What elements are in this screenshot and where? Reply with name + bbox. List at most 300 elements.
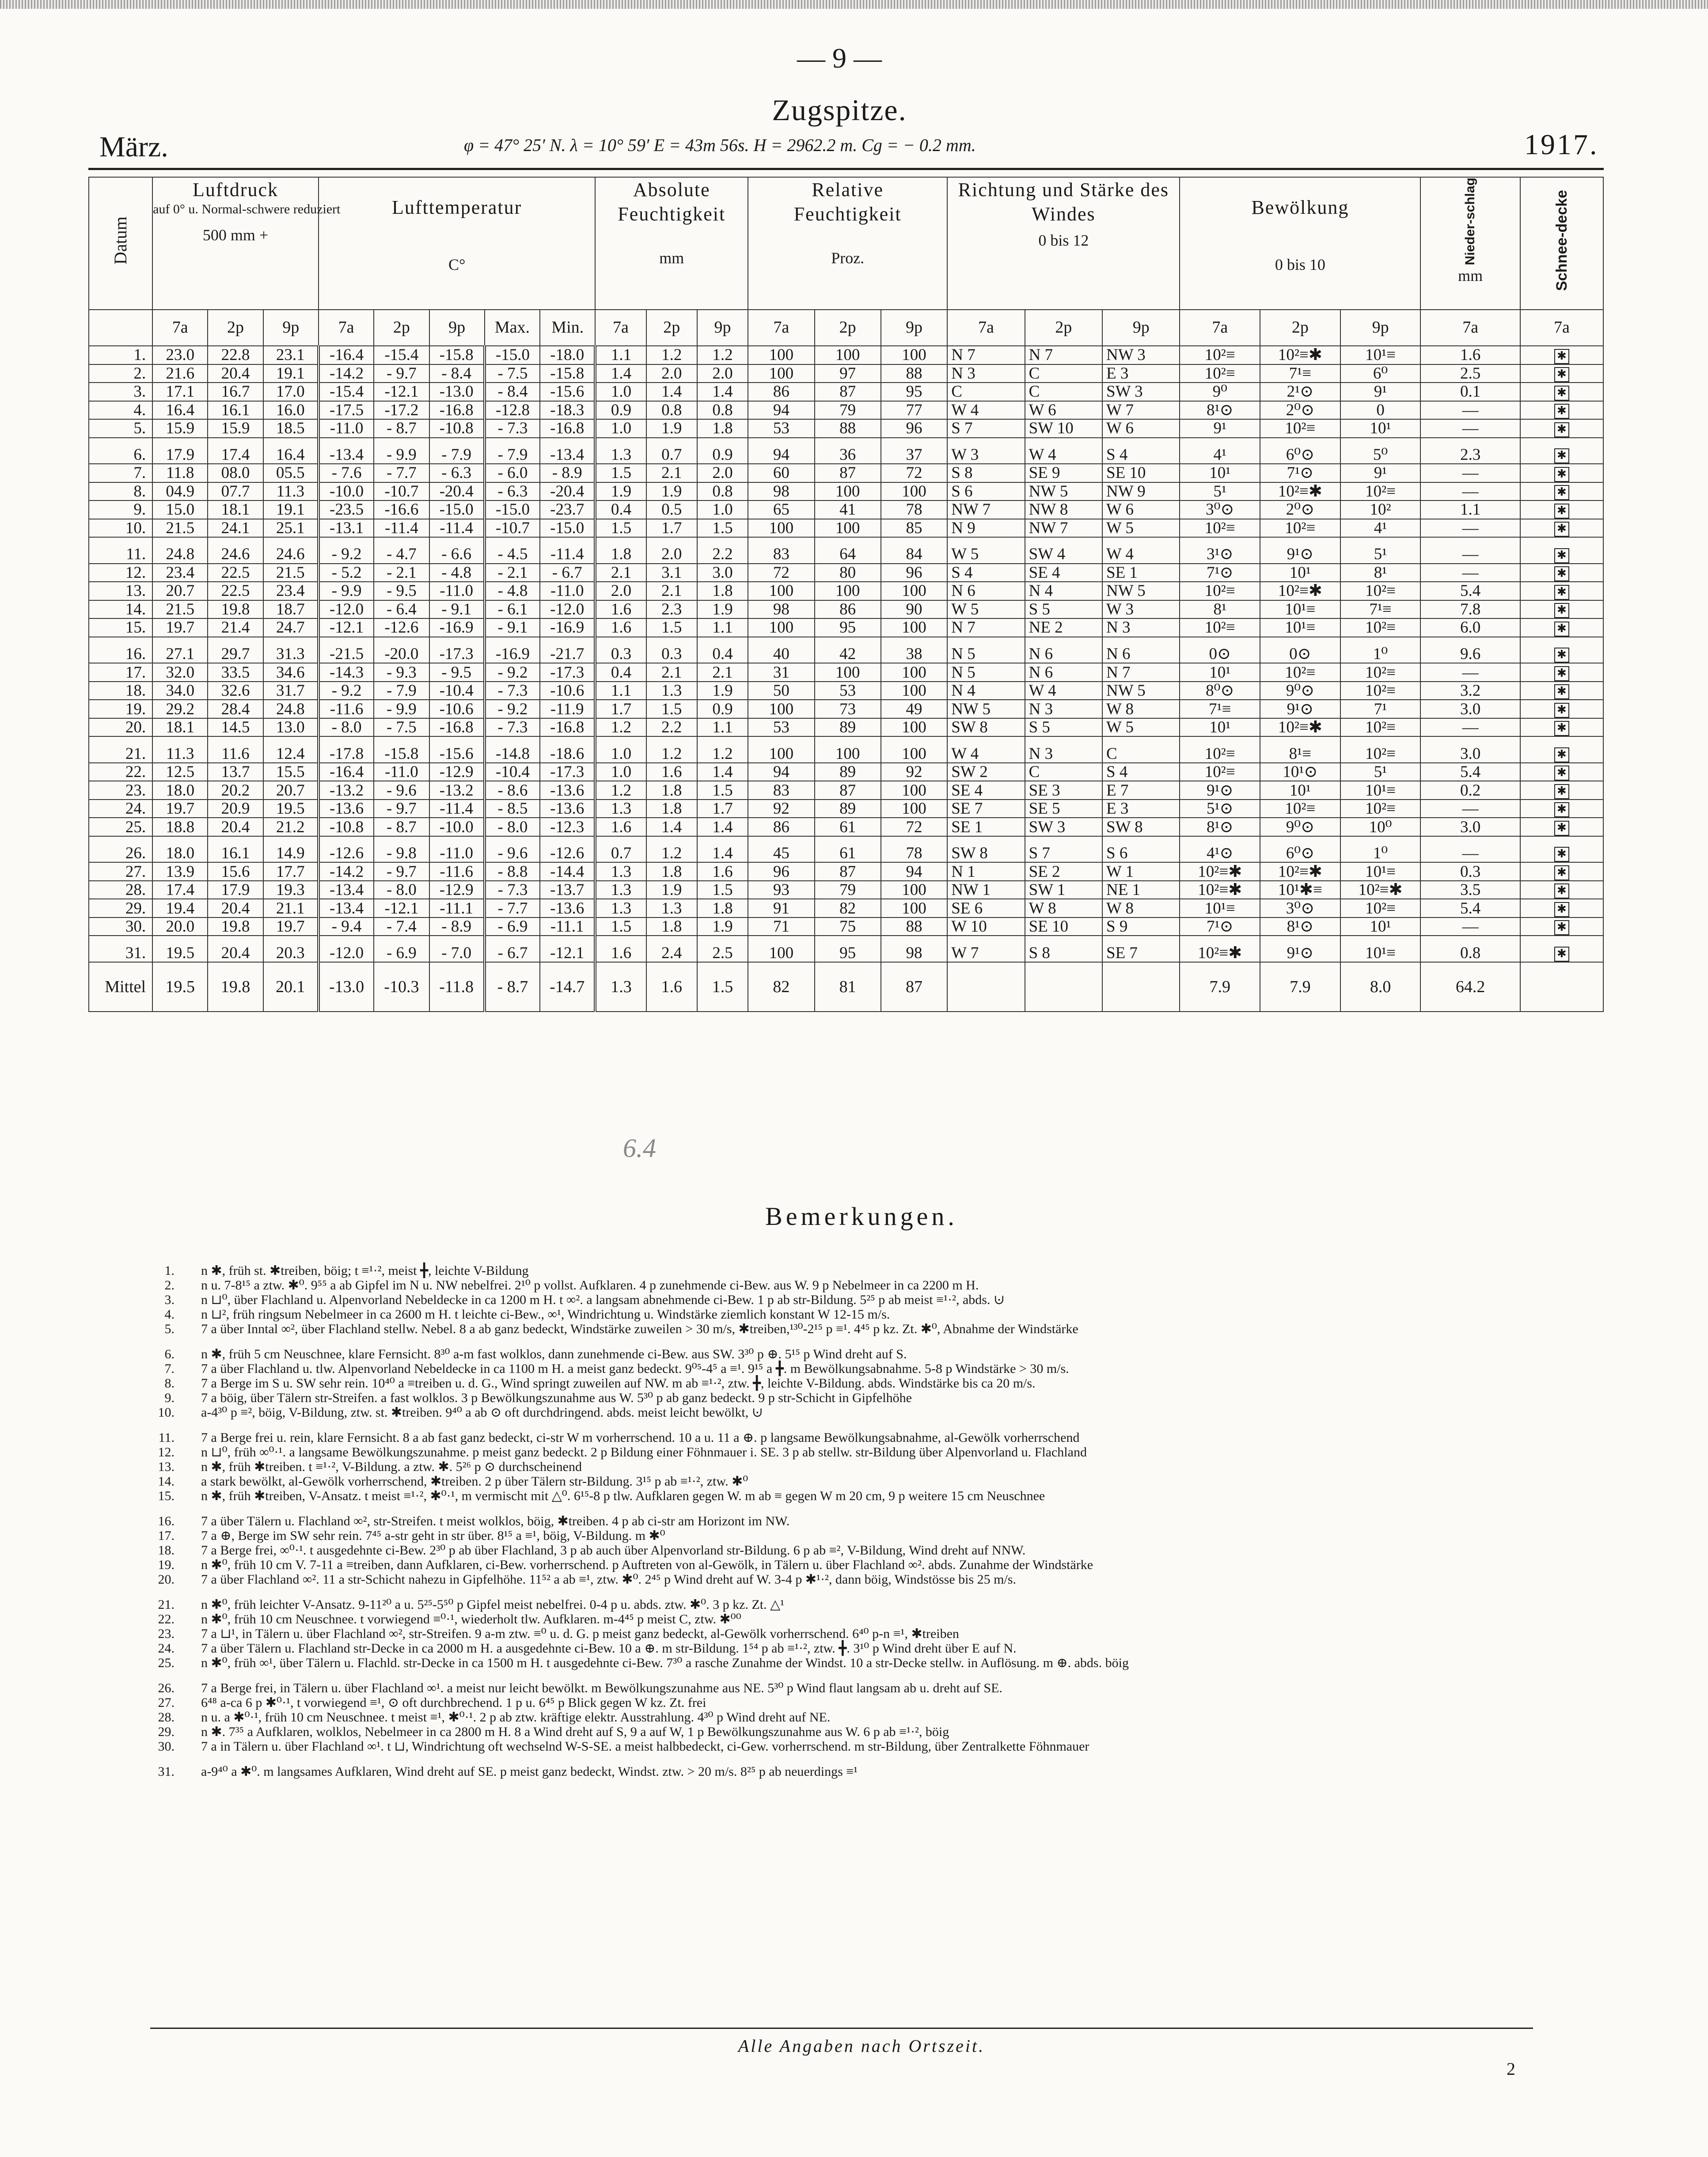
table-row (89, 564, 1603, 582)
cell-precipitation: — (1420, 519, 1520, 538)
hour-7a: 7a (1520, 310, 1603, 346)
cell-temp-2p: - 7.7 (374, 464, 429, 482)
cell-temp-7a: -12.6 (319, 836, 374, 863)
cell-cloud-2p: 9⁰⊙ (1260, 682, 1340, 700)
cell-abs-hum-2p: 2.3 (646, 600, 697, 619)
remark-row (113, 1376, 1597, 1391)
cell-cloud-9p: 10²≡ (1340, 482, 1421, 501)
cell-cloud-2p: 0⊙ (1260, 637, 1340, 663)
cell-rel-hum-2p: 73 (815, 700, 881, 718)
table-row (89, 419, 1603, 438)
cell-precipitation: — (1420, 564, 1520, 582)
cell-wind-2p: NW 5 (1025, 482, 1102, 501)
cell-rel-hum-2p: 100 (815, 482, 881, 501)
cell-abs-hum-7a: 1.9 (595, 482, 646, 501)
cell-abs-hum-2p: 2.2 (646, 718, 697, 737)
table-row (89, 537, 1603, 564)
cell-cloud-7a: 9¹⊙ (1180, 781, 1260, 800)
cell-wind-2p: S 5 (1025, 718, 1102, 737)
cell-temp-max: -15.0 (485, 500, 540, 519)
cell-rel-hum-9p: 94 (881, 862, 947, 881)
cell-temp-7a: -11.6 (319, 700, 374, 718)
cell-rel-hum-9p: 95 (881, 383, 947, 401)
cell-rel-hum-2p: 100 (815, 663, 881, 682)
remark-date: 19. (158, 1558, 175, 1572)
snow-cover-icon: ✱ (1554, 504, 1569, 519)
cell-precipitation: 3.0 (1420, 818, 1520, 836)
cell-temp-2p: - 9.7 (374, 800, 429, 818)
cell-wind-7a: S 8 (947, 464, 1025, 482)
cell-date: 3. (89, 383, 152, 401)
cell-rel-hum-2p: 80 (815, 564, 881, 582)
cell-cloud-9p: 10²≡ (1340, 682, 1421, 700)
hours-header-row (89, 310, 1603, 346)
cell-cloud-7a: 7¹≡ (1180, 700, 1260, 718)
cell-wind-9p: E 3 (1102, 800, 1180, 818)
cell-cloud-2p: 10¹ (1260, 781, 1340, 800)
pencil-annotation: 6.4 (623, 1133, 656, 1163)
remark-date: 20. (158, 1572, 175, 1587)
lufttemperatur-header: Lufttemperatur C° (319, 177, 595, 310)
cell-abs-hum-7a: 1.1 (595, 346, 646, 364)
cell-temp-7a: -14.2 (319, 364, 374, 383)
cell-rel-hum-7a: 60 (748, 464, 814, 482)
cell-wind-2p: N 6 (1025, 637, 1102, 663)
cell-temp-7a: -15.4 (319, 383, 374, 401)
table-row (89, 401, 1603, 420)
cell-temp-7a: -11.0 (319, 419, 374, 438)
remark-row (113, 1459, 1597, 1474)
remark-date: 7. (164, 1361, 175, 1376)
snow-cover-icon: ✱ (1554, 847, 1569, 862)
cell-cloud-2p: 7.9 (1260, 962, 1340, 1012)
hour-2p: 2p (208, 310, 263, 346)
cell-temp-2p: -12.6 (374, 618, 429, 637)
cell-abs-hum-9p: 1.2 (697, 346, 748, 364)
cell-pressure-2p: 07.7 (208, 482, 263, 501)
cell-temp-min: -18.3 (540, 401, 595, 420)
cell-rel-hum-2p: 87 (815, 383, 881, 401)
cell-temp-7a: -21.5 (319, 637, 374, 663)
cell-temp-2p: - 9.7 (374, 862, 429, 881)
cell-abs-hum-7a: 1.8 (595, 537, 646, 564)
cell-abs-hum-7a: 1.0 (595, 736, 646, 763)
cell-snow-cover (1520, 582, 1603, 600)
remark-row (113, 1361, 1597, 1376)
cell-snow-cover (1520, 881, 1603, 899)
cell-temp-max: - 6.9 (485, 917, 540, 936)
cell-date: 24. (89, 800, 152, 818)
cell-rel-hum-2p: 87 (815, 862, 881, 881)
cell-pressure-7a: 18.0 (152, 836, 208, 863)
remark-text: 7 a über Inntal ∞², über Flachland stellw. Nebel. 8 a ab ganz bedeckt, Windstärke zuweilen > 30 m/s, ✱treiben,¹³⁰-2¹⁵ p ≡¹. 4⁴⁵ p kz. Zt. ✱⁰, Abnahme der Windstärke (201, 1322, 1078, 1336)
snow-cover-icon: ✱ (1554, 566, 1569, 581)
cell-date: 12. (89, 564, 152, 582)
cell-wind-7a: C (947, 383, 1025, 401)
cell-abs-hum-9p: 1.8 (697, 419, 748, 438)
cell-temp-2p: - 9.8 (374, 836, 429, 863)
remark-row (113, 1681, 1597, 1695)
cell-snow-cover (1520, 736, 1603, 763)
remark-text: 7 a ⊔¹, in Tälern u. über Flachland ∞², str-Streifen. 9 a-m ztw. ≡⁰ u. d. G. p meist ganz bedeckt, al-Gewölk vorherrschend. 6⁴⁰ p-n ≡¹, ✱treiben (201, 1626, 959, 1641)
cell-abs-hum-7a: 1.3 (595, 881, 646, 899)
hour-9p: 9p (697, 310, 748, 346)
cell-pressure-9p: 17.0 (263, 383, 319, 401)
cell-abs-hum-7a: 0.7 (595, 836, 646, 863)
cell-cloud-7a: 3¹⊙ (1180, 537, 1260, 564)
cell-rel-hum-2p: 53 (815, 682, 881, 700)
cell-pressure-9p: 31.3 (263, 637, 319, 663)
niederschlag-header: Nieder-schlag mm (1420, 177, 1520, 310)
cell-temp-9p: -11.6 (429, 862, 485, 881)
cell-temp-9p: -15.8 (429, 346, 485, 364)
remark-date: 29. (158, 1725, 175, 1739)
hour-7a: 7a (152, 310, 208, 346)
cell-wind-2p: C (1025, 364, 1102, 383)
table-row (89, 500, 1603, 519)
cell-wind-9p: W 6 (1102, 500, 1180, 519)
cell-cloud-9p: 1⁰ (1340, 637, 1421, 663)
cell-cloud-7a: 10¹ (1180, 718, 1260, 737)
cell-rel-hum-7a: 94 (748, 401, 814, 420)
cell-snow-cover (1520, 364, 1603, 383)
cell-wind-7a: N 6 (947, 582, 1025, 600)
cell-pressure-9p: 18.7 (263, 600, 319, 619)
cell-snow-cover (1520, 464, 1603, 482)
cell-wind-9p: E 3 (1102, 364, 1180, 383)
cell-abs-hum-7a: 1.7 (595, 700, 646, 718)
cell-date: 17. (89, 663, 152, 682)
cell-pressure-7a: 15.0 (152, 500, 208, 519)
cell-temp-max: - 7.5 (485, 364, 540, 383)
cell-abs-hum-7a: 1.5 (595, 519, 646, 538)
cell-rel-hum-2p: 100 (815, 736, 881, 763)
cell-wind-7a: N 4 (947, 682, 1025, 700)
cell-snow-cover (1520, 818, 1603, 836)
cell-pressure-9p: 13.0 (263, 718, 319, 737)
cell-cloud-7a: 10¹≡ (1180, 899, 1260, 917)
cell-abs-hum-7a: 1.3 (595, 962, 646, 1012)
hour-blank (89, 310, 152, 346)
cell-abs-hum-7a: 1.0 (595, 383, 646, 401)
remark-row (113, 1391, 1597, 1405)
cell-temp-max: - 9.2 (485, 700, 540, 718)
cell-cloud-7a: 8⁰⊙ (1180, 682, 1260, 700)
cell-rel-hum-7a: 96 (748, 862, 814, 881)
cell-cloud-7a: 10²≡ (1180, 519, 1260, 538)
cell-pressure-9p: 34.6 (263, 663, 319, 682)
cell-temp-9p: - 7.9 (429, 438, 485, 464)
cell-pressure-7a: 21.6 (152, 364, 208, 383)
cell-rel-hum-9p: 88 (881, 917, 947, 936)
cell-cloud-9p: 5¹ (1340, 537, 1421, 564)
cell-rel-hum-9p: 77 (881, 401, 947, 420)
mean-row (89, 962, 1603, 1012)
cell-pressure-2p: 20.9 (208, 800, 263, 818)
cell-abs-hum-7a: 1.1 (595, 682, 646, 700)
cell-pressure-7a: 32.0 (152, 663, 208, 682)
cell-temp-min: -17.3 (540, 663, 595, 682)
remark-date: 28. (158, 1710, 175, 1725)
cell-abs-hum-7a: 1.3 (595, 862, 646, 881)
remark-text: 7 a über Tälern u. Flachland ∞², str-Streifen. t meist wolklos, böig, ✱treiben. 4 p ab ci-str am Horizont im NW. (201, 1514, 790, 1528)
cell-cloud-7a: 7¹⊙ (1180, 564, 1260, 582)
cell-cloud-7a: 10²≡✱ (1180, 862, 1260, 881)
cell-snow-cover (1520, 763, 1603, 781)
remark-text: 7 a Berge im S u. SW sehr rein. 10⁴⁰ a ≡treiben u. d. G., Wind springt zuweilen auf NW. m ab ≡¹·², ztw. ╋, leichte V-Bildung. abds. Windstärke bis ca 20 m/s. (201, 1376, 1036, 1391)
cell-abs-hum-9p: 1.6 (697, 862, 748, 881)
cell-pressure-7a: 27.1 (152, 637, 208, 663)
cell-wind-7a: W 4 (947, 736, 1025, 763)
remark-row (113, 1543, 1597, 1558)
cell-cloud-7a: 10²≡ (1180, 763, 1260, 781)
cell-cloud-2p: 9⁰⊙ (1260, 818, 1340, 836)
remarks-list (113, 1263, 1597, 1779)
cell-temp-7a: -13.6 (319, 800, 374, 818)
cell-temp-9p: -11.1 (429, 899, 485, 917)
snow-cover-icon: ✱ (1554, 404, 1569, 419)
cell-wind-7a: W 10 (947, 917, 1025, 936)
cell-temp-7a: -12.0 (319, 600, 374, 619)
cell-temp-min: -14.7 (540, 962, 595, 1012)
cell-pressure-7a: 29.2 (152, 700, 208, 718)
remark-text: 7 a ⊕, Berge im SW sehr rein. 7⁴⁵ a-str geht in str über. 8¹⁵ a ≡¹, böig, V-Bildung. m ✱⁰ (201, 1528, 665, 1543)
cell-pressure-2p: 22.5 (208, 564, 263, 582)
cell-temp-2p: -16.6 (374, 500, 429, 519)
remark-date: 23. (158, 1626, 175, 1641)
cell-precipitation: 0.1 (1420, 383, 1520, 401)
remark-text: n ✱⁰, früh ∞¹, über Tälern u. Flachld. str-Decke in ca 1500 m H. t ausgedehnte ci-Bew. 7³⁰ a rasche Zunahme der Windst. 10 a str-Decke stellw. in Auflösung. m ⊕. abds. böig (201, 1656, 1129, 1670)
hour-7a: 7a (947, 310, 1025, 346)
cell-temp-min: -11.0 (540, 582, 595, 600)
cell-temp-min: -13.6 (540, 800, 595, 818)
cell-temp-2p: -17.2 (374, 401, 429, 420)
snow-cover-icon: ✱ (1554, 666, 1569, 681)
cell-temp-9p: -12.9 (429, 763, 485, 781)
cell-cloud-2p: 10²≡✱ (1260, 482, 1340, 501)
cell-pressure-7a: 23.4 (152, 564, 208, 582)
cell-rel-hum-9p: 100 (881, 718, 947, 737)
cell-precipitation: — (1420, 482, 1520, 501)
remark-row (113, 1293, 1597, 1307)
cell-abs-hum-2p: 0.8 (646, 401, 697, 420)
cell-wind-2p: S 5 (1025, 600, 1102, 619)
cell-snow-cover (1520, 600, 1603, 619)
cell-temp-max: -14.8 (485, 736, 540, 763)
cell-precipitation: 3.2 (1420, 682, 1520, 700)
cell-rel-hum-9p: 92 (881, 763, 947, 781)
cell-temp-min: -13.7 (540, 881, 595, 899)
cell-temp-9p: -12.9 (429, 881, 485, 899)
cell-rel-hum-9p: 78 (881, 836, 947, 863)
remark-text: a stark bewölkt, al-Gewölk vorherrschend, ✱treiben. 2 p über Tälern str-Bildung. 3¹⁵ p ab ≡¹·², ztw. ✱⁰ (201, 1474, 748, 1489)
cell-pressure-9p: 14.9 (263, 836, 319, 863)
cell-abs-hum-7a: 0.9 (595, 401, 646, 420)
cell-abs-hum-2p: 3.1 (646, 564, 697, 582)
cell-cloud-9p: 10²≡ (1340, 899, 1421, 917)
remark-row (113, 1656, 1597, 1670)
cell-temp-7a: -13.4 (319, 438, 374, 464)
cell-pressure-2p: 15.9 (208, 419, 263, 438)
cell-precipitation: 3.0 (1420, 736, 1520, 763)
table-row (89, 618, 1603, 637)
cell-wind-9p: NE 1 (1102, 881, 1180, 899)
cell-snow-cover (1520, 482, 1603, 501)
cell-pressure-7a: 20.0 (152, 917, 208, 936)
cell-wind-9p: W 7 (1102, 401, 1180, 420)
cell-temp-min: -11.4 (540, 537, 595, 564)
cell-pressure-7a: 23.0 (152, 346, 208, 364)
cell-cloud-9p: 10²≡ (1340, 582, 1421, 600)
cell-rel-hum-7a: 100 (748, 936, 814, 962)
remark-row (113, 1430, 1597, 1445)
cell-temp-7a: - 9.9 (319, 582, 374, 600)
cell-pressure-7a: 12.5 (152, 763, 208, 781)
cell-wind-9p: E 7 (1102, 781, 1180, 800)
cell-temp-min: - 6.7 (540, 564, 595, 582)
cell-temp-max: -16.9 (485, 637, 540, 663)
remark-date: 1. (164, 1263, 175, 1278)
cell-cloud-9p: 5¹ (1340, 763, 1421, 781)
remark-row (113, 1725, 1597, 1739)
cell-wind-9p: SW 8 (1102, 818, 1180, 836)
cell-abs-hum-9p: 1.9 (697, 682, 748, 700)
cell-temp-7a: -16.4 (319, 346, 374, 364)
cell-snow-cover (1520, 564, 1603, 582)
hour-2p: 2p (1025, 310, 1102, 346)
cell-precipitation: 7.8 (1420, 600, 1520, 619)
cell-wind-9p: S 4 (1102, 438, 1180, 464)
snow-cover-icon: ✱ (1554, 422, 1569, 437)
cell-rel-hum-7a: 45 (748, 836, 814, 863)
snow-cover-icon: ✱ (1554, 386, 1569, 401)
cell-pressure-9p: 19.1 (263, 364, 319, 383)
cell-cloud-2p: 10²≡ (1260, 663, 1340, 682)
remark-date: 18. (158, 1543, 175, 1558)
cell-wind-2p: NE 2 (1025, 618, 1102, 637)
cell-precipitation: — (1420, 917, 1520, 936)
remark-text: n ✱⁰, früh 10 cm V. 7-11 a ≡treiben, dann Aufklaren, ci-Bew. vorherrschend. p Auftreten von al-Gewölk, in Tälern u. über Flachland ∞². abds. Zunahme der Windstärke (201, 1558, 1093, 1572)
remark-text: n u. 7-8¹⁵ a ztw. ✱⁰. 9⁵⁵ a ab Gipfel im N u. NW nebelfrei. 2¹⁰ p vollst. Aufklaren. 4 p zunehmende ci-Bew. aus W. 9 p Nebelmeer in ca 2200 m H. (201, 1278, 979, 1293)
cell-rel-hum-2p: 41 (815, 500, 881, 519)
cell-temp-7a: -14.3 (319, 663, 374, 682)
table-row (89, 781, 1603, 800)
cell-precipitation: 9.6 (1420, 637, 1520, 663)
cell-wind-7a: SE 1 (947, 818, 1025, 836)
remark-row (113, 1263, 1597, 1278)
cell-pressure-2p: 19.8 (208, 917, 263, 936)
cell-precipitation: — (1420, 836, 1520, 863)
cell-rel-hum-7a: 31 (748, 663, 814, 682)
cell-date: 29. (89, 899, 152, 917)
cell-abs-hum-7a: 2.0 (595, 582, 646, 600)
snow-cover-icon: ✱ (1554, 747, 1569, 762)
cell-pressure-2p: 24.6 (208, 537, 263, 564)
cell-precipitation: 64.2 (1420, 962, 1520, 1012)
cell-pressure-9p: 19.5 (263, 800, 319, 818)
remark-date: 30. (158, 1739, 175, 1754)
cell-pressure-2p: 19.8 (208, 600, 263, 619)
cell-pressure-2p: 29.7 (208, 637, 263, 663)
cell-precipitation: 2.5 (1420, 364, 1520, 383)
cell-cloud-2p: 7¹≡ (1260, 364, 1340, 383)
cell-date: 8. (89, 482, 152, 501)
cell-cloud-7a: 10²≡ (1180, 618, 1260, 637)
cell-precipitation: 1.6 (1420, 346, 1520, 364)
remark-text: n ✱, früh st. ✱treiben, böig; t ≡¹·², meist ╋, leichte V-Bildung (201, 1263, 529, 1278)
cell-snow-cover (1520, 862, 1603, 881)
month-label: März. (99, 131, 168, 163)
cell-precipitation: — (1420, 800, 1520, 818)
hour-9p: 9p (263, 310, 319, 346)
remark-row (113, 1322, 1597, 1336)
remark-date: 24. (158, 1641, 175, 1656)
cell-abs-hum-7a: 1.0 (595, 763, 646, 781)
cell-cloud-9p: 10²≡ (1340, 736, 1421, 763)
cell-pressure-7a: 19.7 (152, 618, 208, 637)
cell-rel-hum-2p: 86 (815, 600, 881, 619)
table-row (89, 836, 1603, 863)
cell-precipitation: 0.3 (1420, 862, 1520, 881)
cell-cloud-7a: 9⁰ (1180, 383, 1260, 401)
cell-date: 2. (89, 364, 152, 383)
cell-cloud-2p: 10¹⊙ (1260, 763, 1340, 781)
cell-pressure-9p: 21.5 (263, 564, 319, 582)
table-row (89, 600, 1603, 619)
cell-cloud-2p: 10¹✱≡ (1260, 881, 1340, 899)
cell-abs-hum-7a: 1.2 (595, 781, 646, 800)
cell-wind-9p: W 1 (1102, 862, 1180, 881)
remark-text: 7 a in Tälern u. über Flachland ∞¹. t ⊔, Windrichtung oft wechselnd W-S-SE. a meist halbbedeckt, ci-Gew. vorherrschend. m str-Bildung, über Zentralkette Föhnmauer (201, 1739, 1089, 1754)
cell-cloud-9p: 10²≡ (1340, 800, 1421, 818)
cell-rel-hum-9p: 90 (881, 600, 947, 619)
signature-mark: 2 (1507, 2059, 1515, 2079)
cell-pressure-9p: 21.2 (263, 818, 319, 836)
cell-wind-7a: N 1 (947, 862, 1025, 881)
cell-abs-hum-7a: 1.3 (595, 899, 646, 917)
cell-rel-hum-9p: 100 (881, 346, 947, 364)
cell-rel-hum-2p: 61 (815, 836, 881, 863)
cell-temp-2p: - 8.7 (374, 818, 429, 836)
remark-text: 7 a über Flachland ∞². 11 a str-Schicht nahezu in Gipfelhöhe. 11⁵² a ab ≡¹, ztw. ✱⁰. 2⁴⁵ p Wind dreht auf W. 3-4 p ✱¹·², dann böig, Windstösse bis 25 m/s. (201, 1572, 1017, 1587)
cell-wind-9p: N 3 (1102, 618, 1180, 637)
cell-rel-hum-9p: 96 (881, 419, 947, 438)
cell-wind-7a: N 7 (947, 346, 1025, 364)
cell-abs-hum-9p: 0.4 (697, 637, 748, 663)
cell-temp-max: - 8.4 (485, 383, 540, 401)
cell-abs-hum-9p: 1.1 (697, 718, 748, 737)
cell-temp-2p: - 9.9 (374, 438, 429, 464)
cell-wind-9p: NW 5 (1102, 582, 1180, 600)
cell-snow-cover (1520, 637, 1603, 663)
cell-temp-max: -10.4 (485, 763, 540, 781)
cell-rel-hum-7a: 100 (748, 346, 814, 364)
cell-cloud-7a: 10¹ (1180, 464, 1260, 482)
page-number: — 9 — (797, 42, 882, 74)
cell-abs-hum-9p: 1.4 (697, 383, 748, 401)
cell-temp-max: - 8.8 (485, 862, 540, 881)
remark-text: 7 a böig, über Tälern str-Streifen. a fast wolklos. 3 p Bewölkungszunahme aus W. 5³⁰ p ab ganz bedeckt. 9 p str-Schicht in Gipfelhöhe (201, 1391, 912, 1405)
cell-cloud-7a: 10²≡ (1180, 346, 1260, 364)
hour-9p: 9p (881, 310, 947, 346)
cell-cloud-7a: 8¹⊙ (1180, 818, 1260, 836)
cell-pressure-7a: 19.5 (152, 962, 208, 1012)
cell-pressure-2p: 17.9 (208, 881, 263, 899)
cell-date: Mittel (89, 962, 152, 1012)
cell-rel-hum-2p: 81 (815, 962, 881, 1012)
remark-row (113, 1710, 1597, 1725)
cell-precipitation: 5.4 (1420, 899, 1520, 917)
